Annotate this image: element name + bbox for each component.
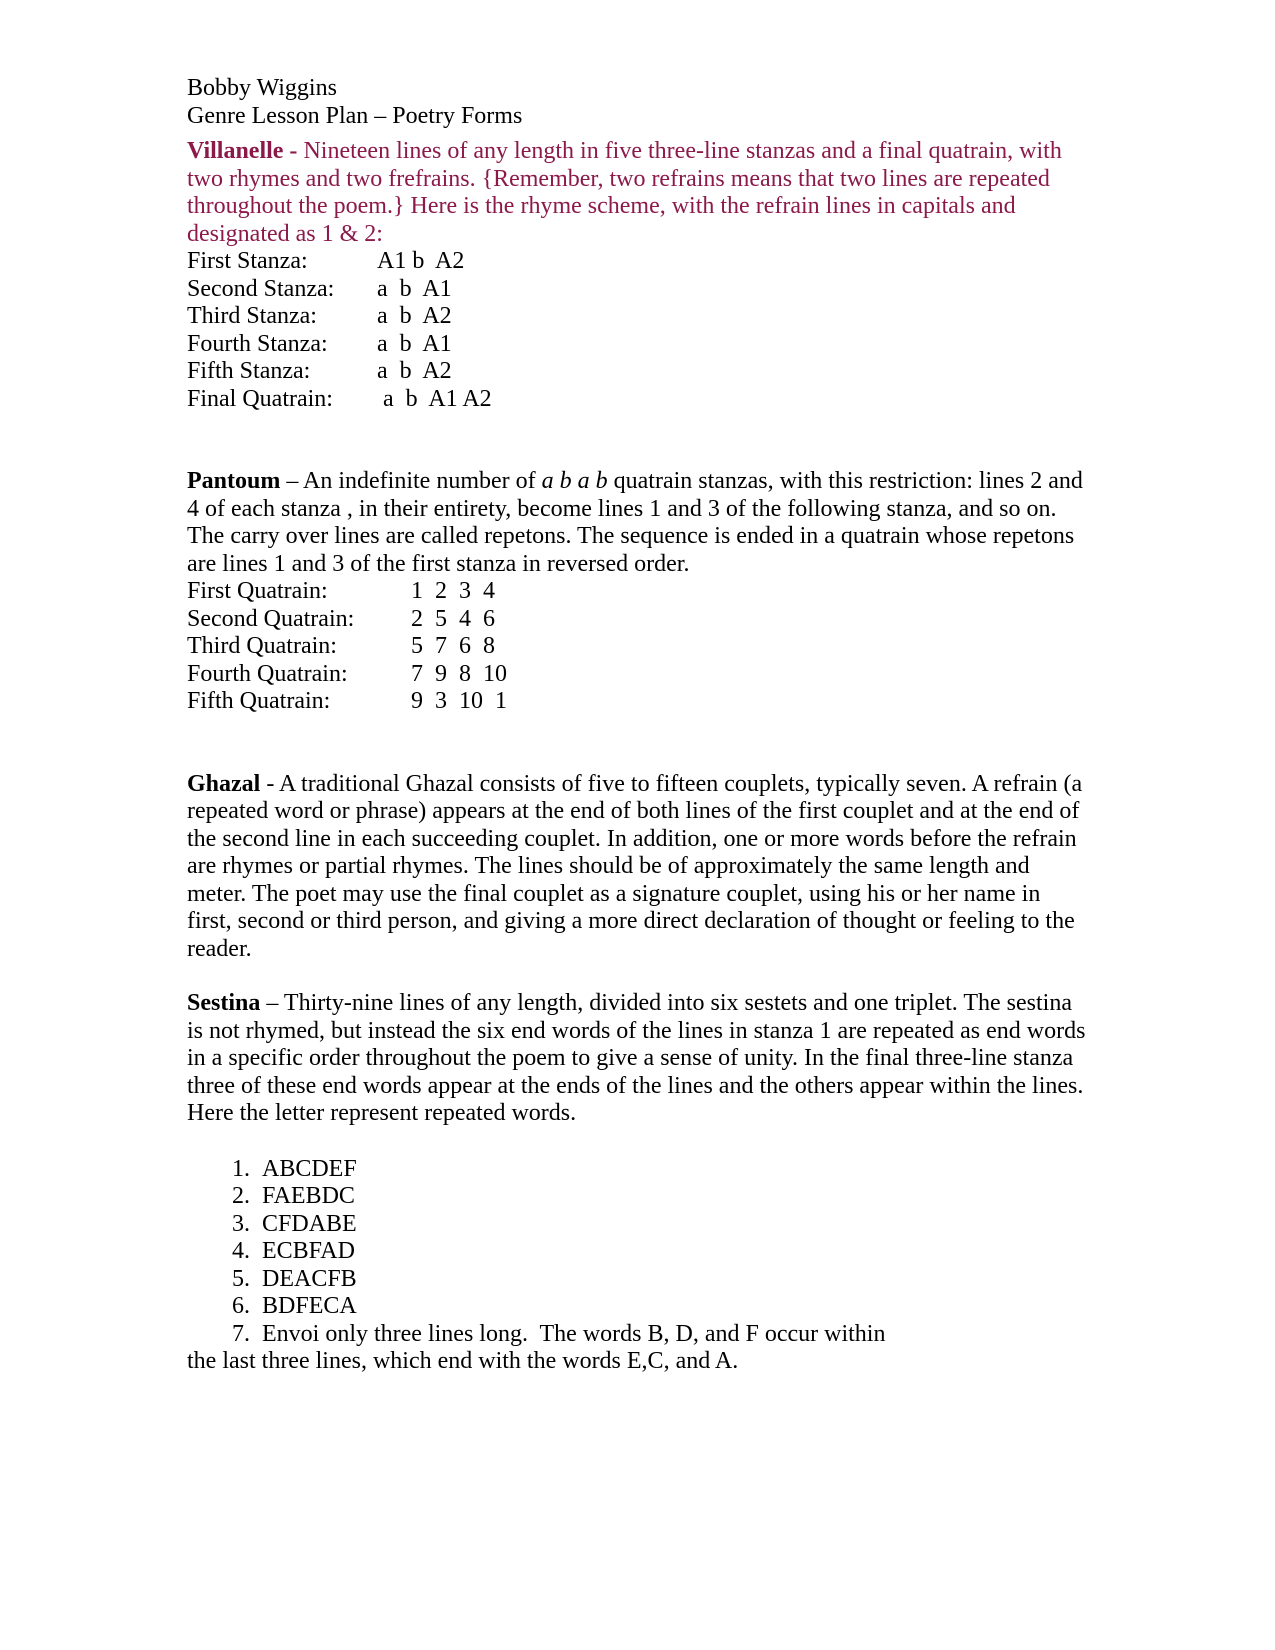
- scheme-label: Second Stanza:: [187, 275, 335, 302]
- scheme-value: 7 9 8 10: [411, 660, 507, 687]
- scheme-row: [187, 276, 1087, 304]
- scheme-row: [187, 303, 1087, 331]
- sestina-section: [187, 990, 1087, 1376]
- list-number: 6.: [232, 1293, 250, 1319]
- scheme-value: a b A2: [377, 358, 452, 384]
- list-number: 2.: [232, 1183, 250, 1209]
- list-number: 3.: [232, 1210, 250, 1237]
- scheme-row: [187, 331, 1087, 359]
- list-item: [187, 1211, 1087, 1239]
- scheme-row: [187, 661, 1087, 689]
- list-text: FAEBDC: [262, 1183, 355, 1209]
- scheme-row: [187, 386, 1087, 414]
- list-text: Envoi only three lines long. The words B, D, and F occur within: [262, 1320, 886, 1347]
- sestina-text: – Thirty-nine lines of any length, divided into six sestets and one triplet. The sestina is not rhymed, but instead the six end words of the lines in stanza 1 are repeated as end words in a specific order throughout the poem to give a sense of unity. In the final three-line stanza three of these end words appear at the ends of the lines and the others appear within the lines. Here the letter represent repeated words.: [187, 990, 1086, 1126]
- ghazal-text: - A traditional Ghazal consists of five to fifteen couplets, typically seven. A refrain (a repeated word or phrase) appears at the end of both lines of the first couplet and at the end of the second line in each succeeding couplet. In addition, one or more words before the refrain are rhymes or partial rhymes. The lines should be of approximately the same length and meter. The poet may use the final couplet as a signature couplet, using his or her name in first, second or third person, and giving a more direct declaration of thought or feeling to the reader.: [187, 770, 1083, 962]
- list-number: 4.: [232, 1238, 250, 1264]
- scheme-value: a b A1: [377, 275, 452, 302]
- scheme-label: Fourth Quatrain:: [187, 660, 348, 687]
- sestina-term: Sestina: [187, 990, 261, 1016]
- ghazal-term: Ghazal: [187, 770, 261, 797]
- scheme-value: 5 7 6 8: [411, 633, 495, 659]
- pantoum-description: [187, 468, 1087, 578]
- scheme-value: 1 2 3 4: [411, 578, 495, 604]
- sestina-order-list: [187, 1156, 1087, 1376]
- list-item: [187, 1321, 1087, 1349]
- list-text: DEACFB: [262, 1265, 357, 1292]
- pantoum-section: [187, 468, 1087, 716]
- scheme-label: Third Stanza:: [187, 303, 317, 329]
- scheme-row: [187, 688, 1087, 716]
- list-text: ECBFAD: [262, 1238, 355, 1264]
- scheme-label: First Stanza:: [187, 248, 308, 274]
- ghazal-description: [187, 771, 1087, 964]
- scheme-value: a b A2: [377, 303, 452, 329]
- list-number: 1.: [232, 1155, 250, 1182]
- pantoum-text: – An indefinite number of: [280, 468, 542, 494]
- pantoum-text-continued: quatrain stanzas, with this restriction: lines 2 and 4 of each stanza , in their entirety, become lines 1 and 3 of the following stanza, and so on. The carry over lines are called repetons. The sequence is ended in a quatrain whose repetons are lines 1 and 3 of the first stanza in reversed order.: [187, 468, 1083, 577]
- list-text: BDFECA: [262, 1293, 357, 1319]
- document-title: Genre Lesson Plan – Poetry Forms: [187, 102, 523, 129]
- scheme-value: 2 5 4 6: [411, 605, 495, 632]
- scheme-label: Final Quatrain:: [187, 385, 333, 412]
- list-number: 5.: [232, 1265, 250, 1292]
- list-text: CFDABE: [262, 1210, 357, 1237]
- pantoum-rhyme-pattern: a b a b: [541, 468, 608, 494]
- scheme-label: Fifth Stanza:: [187, 358, 311, 384]
- list-text: ABCDEF: [262, 1155, 357, 1182]
- scheme-label: Fifth Quatrain:: [187, 688, 331, 714]
- list-item: [187, 1183, 1087, 1211]
- scheme-label: Second Quatrain:: [187, 605, 355, 632]
- villanelle-term: Villanelle -: [187, 138, 304, 164]
- sestina-description: [187, 990, 1087, 1128]
- scheme-row: [187, 633, 1087, 661]
- villanelle-text: Nineteen lines of any length in five three-line stanzas and a final quatrain, with two rhymes and two frefrains. {Remember, two refrains means that two lines are repeated throughout the poem.} Here is the rhyme scheme, with the refrain lines in capitals and designated as 1 & 2:: [187, 138, 1062, 247]
- scheme-row: [187, 578, 1087, 606]
- villanelle-scheme: [187, 248, 1087, 413]
- scheme-value: 9 3 10 1: [411, 688, 507, 714]
- list-item: [187, 1293, 1087, 1321]
- list-item: [187, 1238, 1087, 1266]
- pantoum-scheme: [187, 578, 1087, 716]
- envoi-continuation: the last three lines, which end with the words E,C, and A.: [187, 1348, 739, 1374]
- scheme-label: Third Quatrain:: [187, 633, 337, 659]
- document-body: [187, 75, 1087, 1376]
- scheme-value: a b A1 A2: [377, 385, 492, 412]
- scheme-value: a b A1: [377, 330, 452, 357]
- scheme-label: Fourth Stanza:: [187, 330, 328, 357]
- scheme-row: [187, 248, 1087, 276]
- pantoum-term: Pantoum: [187, 468, 281, 494]
- scheme-row: [187, 606, 1087, 634]
- author-name: Bobby Wiggins: [187, 75, 337, 101]
- scheme-row: [187, 358, 1087, 386]
- list-number: 7.: [232, 1320, 250, 1347]
- scheme-label: First Quatrain:: [187, 578, 328, 604]
- list-item: [187, 1266, 1087, 1294]
- list-item: [187, 1156, 1087, 1184]
- villanelle-section: [187, 138, 1087, 413]
- ghazal-section: [187, 771, 1087, 964]
- villanelle-description: [187, 138, 1087, 248]
- scheme-value: A1 b A2: [377, 248, 465, 274]
